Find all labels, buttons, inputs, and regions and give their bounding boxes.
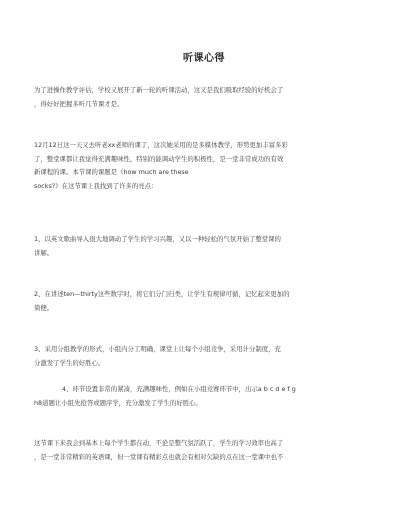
text-line: ，是一堂非常精彩的英语课，但一堂课有精彩点也就会有相对欠缺的点在这一堂课中也不 xyxy=(34,452,284,461)
text-line: 简便。 xyxy=(34,303,54,312)
paragraph-conclusion xyxy=(34,437,372,464)
document-title: 听课心得 xyxy=(183,53,225,64)
text-line: 这节课下来我会到基本上每个学生都在动，不论是整气氛活跃了，学生的学习效率也高了 xyxy=(34,439,284,447)
text-line: ，得好好把握多听几节课才是。 xyxy=(34,99,124,108)
text-line: 2、在讲述ten—thirty这些数字时，将它们分门归类，让学生有规律可循，记忆起来更加的 xyxy=(34,290,290,298)
paragraph-lesson-description xyxy=(34,139,372,193)
text-line: 4、环节设置非常的紧凑，充满趣味性，例如在小组竞赛环节中，出示a b c d e f g xyxy=(62,385,296,393)
text-line: 讲解。 xyxy=(34,248,54,257)
text-line: h8道题让小组先抢答或题序学，充分激发了学生的好胜心。 xyxy=(34,398,202,407)
text-line: socks?》在这节课上我找到了许多的亮点： xyxy=(34,181,158,190)
text-line: 为了进操作教学评估，学校又展开了新一轮的听课活动，这又是我们吸取经验的好机会了 xyxy=(34,86,284,94)
paragraph-intro xyxy=(34,84,372,111)
paragraph-point-1 xyxy=(34,233,372,260)
text-line: 12月12日这一天又去听老xx老师的课了，这次她采用的是多媒体教学，形势更加丰富多彩 xyxy=(34,141,288,149)
paragraph-point-2 xyxy=(34,288,372,315)
text-line: 3、采用分组教学的形式，小组内分工明确，课堂上让每个小组竞争，采用计分制度，充 xyxy=(34,345,281,353)
text-line: 1、以英文歌曲导入很大地调动了学生的学习兴趣，又以一种轻松的气氛开始了整堂课的 xyxy=(34,235,281,243)
text-line: 了，整堂课都让我觉得充满趣味性，特别的能调动学生的积极性，是一堂非常成功的有效 xyxy=(34,154,284,163)
paragraph-point-4 xyxy=(34,383,372,410)
text-line: 分激发了学生的好胜心。 xyxy=(34,358,105,367)
paragraph-point-3 xyxy=(34,343,372,370)
text-line: 新课程的课。本节课的课题是《how much are these xyxy=(34,168,189,176)
